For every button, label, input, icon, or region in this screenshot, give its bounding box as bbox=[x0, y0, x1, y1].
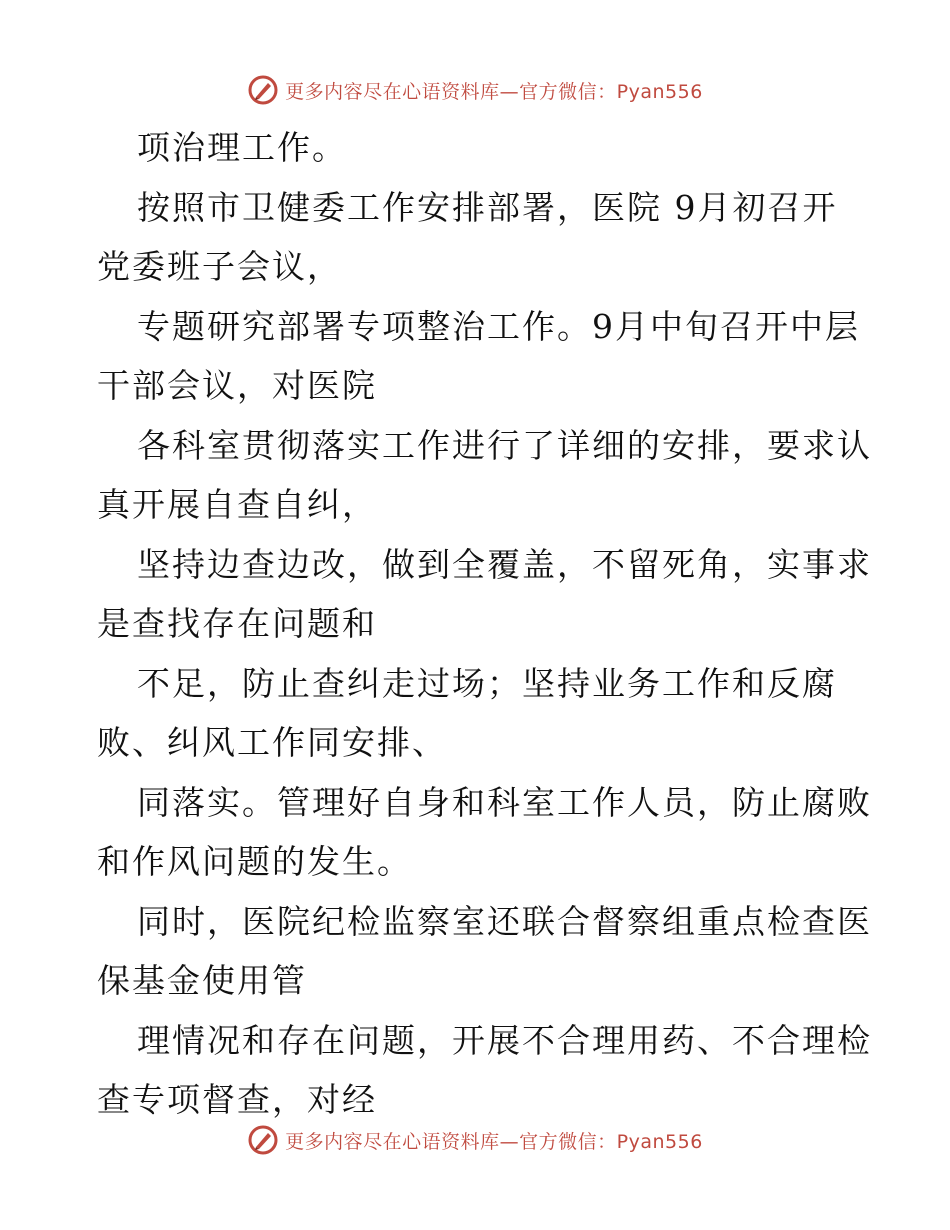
text-line: 败、纠风工作同安排、 bbox=[97, 723, 447, 762]
header-banner-text: 更多内容尽在心语资料库—官方微信：Pyan556 bbox=[285, 80, 703, 103]
text-line: 理情况和存在问题，开展不合理用药、不合理检 bbox=[137, 1020, 872, 1060]
text-line: 保基金使用管 bbox=[97, 961, 307, 1000]
footer-banner-text: 更多内容尽在心语资料库—官方微信：Pyan556 bbox=[285, 1130, 703, 1153]
text-line: 同时，医院纪检监察室还联合督察组重点检查医 bbox=[137, 901, 872, 941]
text-line: 同落实。管理好自身和科室工作人员，防止腐败 bbox=[137, 782, 872, 822]
text-line: 查专项督查，对经 bbox=[97, 1080, 377, 1119]
pen-logo-icon bbox=[247, 74, 279, 106]
text-line: 各科室贯彻落实工作进行了详细的安排，要求认 bbox=[137, 425, 872, 465]
text-line: 不足，防止查纠走过场；坚持业务工作和反腐 bbox=[137, 663, 837, 703]
text-line: 是查找存在问题和 bbox=[97, 604, 377, 643]
text-line: 专题研究部署专项整治工作。9月中旬召开中层 bbox=[137, 306, 860, 346]
text-line: 真开展自查自纠， bbox=[97, 485, 377, 524]
text-line: 项治理工作。 bbox=[137, 128, 347, 167]
footer-banner bbox=[0, 1120, 950, 1160]
text-line: 干部会议，对医院 bbox=[97, 366, 377, 405]
text-line: 党委班子会议， bbox=[97, 247, 342, 286]
document-body bbox=[97, 118, 872, 1130]
text-line: 和作风问题的发生。 bbox=[97, 842, 412, 881]
pen-logo-icon bbox=[247, 1124, 279, 1156]
text-line: 坚持边查边改，做到全覆盖，不留死角，实事求 bbox=[137, 544, 872, 584]
header-banner bbox=[0, 70, 950, 110]
text-line: 按照市卫健委工作安排部署，医院 9月初召开 bbox=[137, 187, 838, 227]
